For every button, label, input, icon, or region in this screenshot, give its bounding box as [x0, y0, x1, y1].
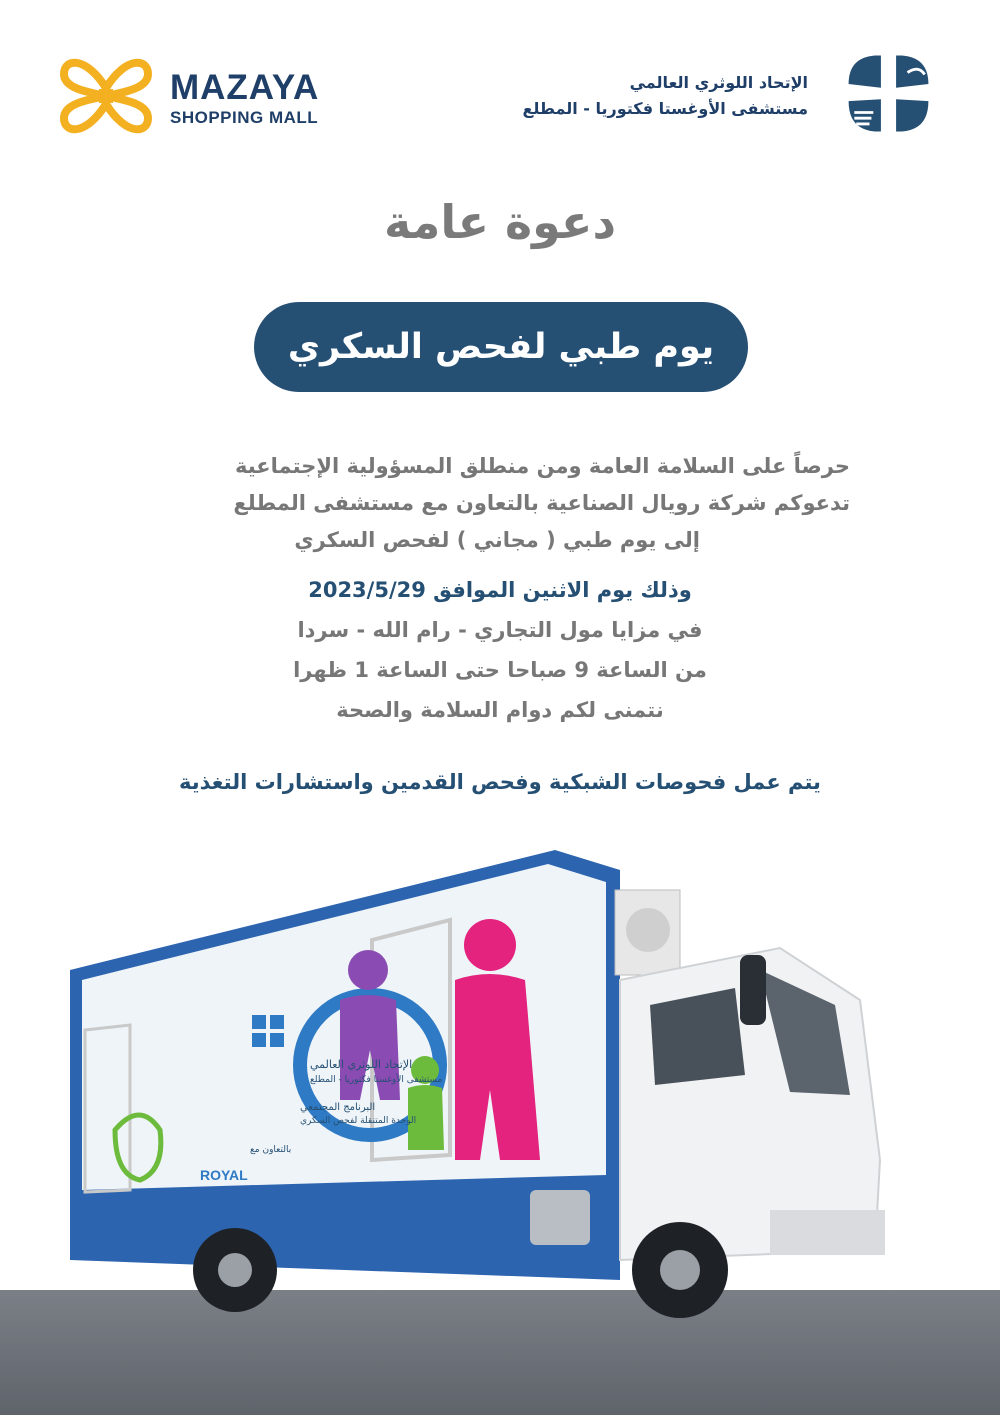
truck-lwf-line-2: مستشفى الأوغستا فكتوريا - المطلع — [310, 1075, 443, 1085]
truck-windshield — [650, 988, 745, 1085]
header — [0, 0, 1000, 170]
lwf-line-2: مستشفى الأوغستا فكتوريا - المطلع — [522, 99, 808, 118]
body-line-2: تدعوكم شركة رويال الصناعية بالتعاون مع مستشفى المطلع — [233, 491, 850, 515]
ac-fan-icon — [626, 908, 670, 952]
lwf-logo-icon — [841, 46, 936, 141]
lwf-line-1: الإتحاد اللوثري العالمي — [629, 73, 808, 92]
truck-program-line-2: الوحدة المتنقلة لفحص السكري — [300, 1116, 417, 1126]
front-wheel-hub — [660, 1250, 700, 1290]
mazaya-name: MAZAYA — [170, 68, 320, 107]
event-date: وذلك يوم الاثنين الموافق 2023/5/29 — [308, 578, 692, 602]
mobile-clinic-truck — [0, 830, 1000, 1415]
event-title: يوم طبي لفحص السكري — [287, 327, 715, 367]
truck-partner-name: ROYAL — [200, 1167, 248, 1183]
mazaya-wordmark — [170, 70, 319, 128]
event-time: من الساعة 9 صباحا حتى الساعة 1 ظهرا — [293, 658, 707, 682]
mazaya-logo-icon — [56, 46, 156, 146]
services-note: يتم عمل فحوصات الشبكية وفحص القدمين واستشارات التغذية — [179, 770, 821, 794]
invitation-body — [150, 448, 850, 559]
truck-bumper — [770, 1210, 885, 1255]
invitation-title: دعوة عامة — [383, 195, 617, 249]
body-line-3: إلى يوم طبي ( مجاني ) لفحص السكري — [294, 528, 700, 552]
truck-program-line-1: البرنامج المجتمعي — [300, 1102, 376, 1113]
body-line-1: حرصاً على السلامة العامة ومن منطلق المسؤولية الإجتماعية — [235, 454, 850, 478]
rear-wheel-hub — [218, 1253, 252, 1287]
truck-lwf-line-1: الإتحاد اللوثري العالمي — [310, 1058, 413, 1071]
figure-pink-head — [464, 919, 516, 971]
truck-fuel-tank — [530, 1190, 590, 1245]
event-details — [200, 570, 800, 730]
event-wish: نتمنى لكم دوام السلامة والصحة — [336, 698, 664, 722]
figure-purple-head — [348, 950, 388, 990]
truck-partner-label: بالتعاون مع — [250, 1145, 292, 1155]
event-location: في مزايا مول التجاري - رام الله - سردا — [297, 618, 703, 642]
lwf-hospital-name — [522, 70, 808, 122]
event-banner — [254, 302, 748, 392]
truck-mirror — [740, 955, 766, 1025]
mazaya-subtitle: SHOPPING MALL — [170, 108, 319, 127]
